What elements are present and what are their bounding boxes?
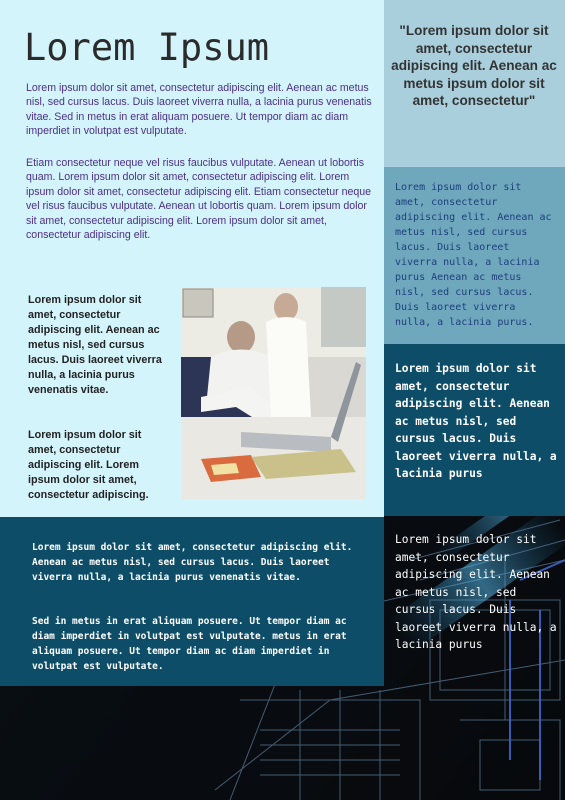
teal-panel-text: Lorem ipsum dolor sit amet, consectetur adipiscing elit. Aenean ac metus nisl, sed cursus lacus. Duis laoreet viverra nulla, a lacinia purus Aenean ac metus nisl, sed cursus lacus. Duis laoreet viverra nulla, a lacinia purus. — [395, 182, 552, 328]
side-paragraph: Lorem ipsum dolor sit amet, consectetur adipiscing elit. Aenean ac metus nisl, sed cursus lacus. Duis laoreet viverra nulla, a lacinia purus venenatis vitae. — [28, 294, 162, 396]
intro-paragraph: Lorem ipsum dolor sit amet, consectetur adipiscing elit. Aenean ac metus nisl, sed cursus lacus. Duis laoreet viverra nulla, a lacinia purus venenatis vitae. Sed in metus in erat aliquam posuere. Ut tempor diam ac diam imperdiet in volutpat est vulputate. — [26, 82, 372, 138]
bottom-paragraph: Lorem ipsum dolor sit amet, consectetur adipiscing elit. Aenean ac metus nisl, sed cursus lacus. Duis laoreet viverra nulla, a lacinia purus venenatis vitae. — [32, 542, 353, 583]
pull-quote: "Lorem ipsum dolor sit amet, consectetur adipiscing elit. Aenean ac metus ipsum dolor sit amet, consectetur" — [391, 23, 557, 109]
dark-teal-panel-text: Lorem ipsum dolor sit amet, consectetur adipiscing elit. Aenean ac metus nisl, sed cursus lacus. Duis laoreet viverra nulla, a lacinia purus — [395, 362, 557, 480]
intro-paragraph: Etiam consectetur neque vel risus faucibus vulputate. Aenean ut lobortis quam. Lorem ipsum dolor sit amet, consectetur adipiscing elit. Lorem ipsum dolor sit amet, consectetur adipiscing elit. Etiam consectetur neque vel risus faucibus vulputate. Aenean ut lobortis quam. Lorem ipsum dolor sit amet, consectetur adipiscing elit. Lorem ipsum dolor sit amet, consectetur adipiscing elit. — [26, 157, 372, 242]
page-title: Lorem Ipsum — [24, 26, 270, 69]
office-photo — [181, 287, 366, 499]
bottom-paragraph: Sed in metus in erat aliquam posuere. Ut tempor diam ac diam imperdiet in volutpat est vulputate. metus in erat aliquam posuere. Ut tempor diam ac diam imperdiet in volutpat est vulputate. — [32, 616, 347, 672]
side-paragraph: Lorem ipsum dolor sit amet, consectetur adipiscing elit. Lorem ipsum dolor sit amet, consectetur adipiscing. — [28, 429, 149, 501]
blueprint-panel-text: Lorem ipsum dolor sit amet, consectetur adipiscing elit. Aenean ac metus nisl, sed cursus lacus. Duis laoreet viverra nulla, a lacinia purus — [395, 533, 557, 651]
